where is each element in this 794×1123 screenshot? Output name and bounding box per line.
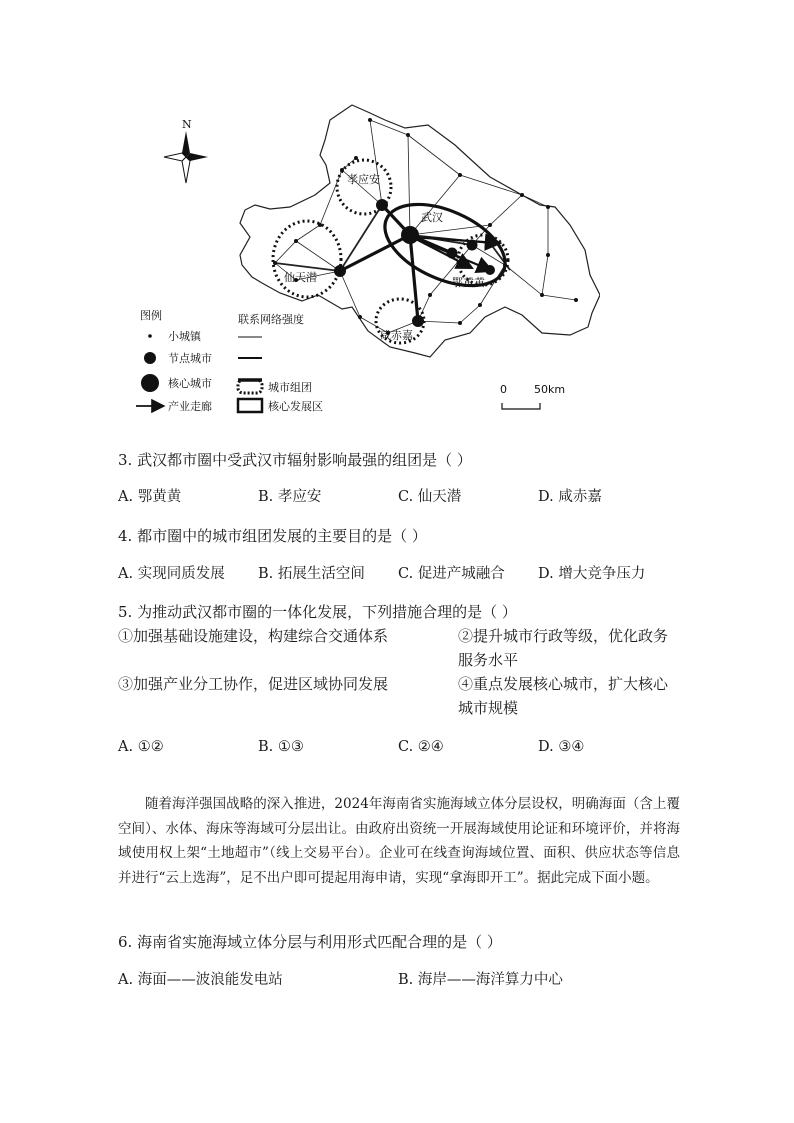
q4-option-a[interactable]: A. 实现同质发展 xyxy=(118,566,225,582)
core-city-icon xyxy=(141,374,159,392)
scale-distance: 50km xyxy=(534,383,566,396)
legend-core-city: 核心城市 xyxy=(168,377,212,390)
question-6-stem: 6. 海南省实施海域立体分层与利用形式匹配合理的是（ ） xyxy=(118,933,502,951)
core-zone-icon xyxy=(238,399,262,412)
north-label: N xyxy=(182,118,192,131)
core-development-zone xyxy=(373,188,518,302)
question-5-options xyxy=(118,735,678,759)
question-3-options xyxy=(118,485,678,509)
q5-statement-1: ①加强基础设施建设，构建综合交通体系 xyxy=(118,627,389,645)
map-figure xyxy=(130,95,600,425)
scale-bar xyxy=(500,383,565,409)
core-city-wuhan xyxy=(401,226,419,244)
legend-core-zone: 核心发展区 xyxy=(268,400,323,413)
legend-industry-corridor: 产业走廊 xyxy=(168,400,212,413)
question-4-options xyxy=(118,562,678,586)
q5-statement-4: ④重点发展核心城市，扩大核心城市规模 xyxy=(458,675,669,717)
north-arrow-icon xyxy=(164,131,208,183)
q3-option-a[interactable]: A. 鄂黄黄 xyxy=(118,489,182,505)
q5-option-b[interactable]: B. ①③ xyxy=(258,739,304,755)
label-wuhan: 武汉 xyxy=(421,211,443,224)
map-legend xyxy=(136,308,323,413)
q4-option-c[interactable]: C. 促进产城融合 xyxy=(398,566,505,582)
q6-option-a[interactable]: A. 海面——波浪能发电站 xyxy=(118,972,283,988)
q5-statements-row2 xyxy=(118,672,678,720)
legend-intensity-title: 联系网络强度 xyxy=(238,313,304,326)
q5-option-a[interactable]: A. ①② xyxy=(118,739,164,755)
label-xiantianqian: 仙天潜 xyxy=(284,271,317,284)
node-city-icon xyxy=(144,352,156,364)
q5-statement-2: ②提升城市行政等级，优化政务服务水平 xyxy=(458,627,669,669)
legend-title: 图例 xyxy=(140,309,162,322)
question-3-stem: 3. 武汉都市圈中受武汉市辐射影响最强的组团是（ ） xyxy=(118,451,472,469)
q5-statements-row1 xyxy=(118,624,678,672)
question-4-stem: 4. 都市圈中的城市组团发展的主要目的是（ ） xyxy=(118,527,427,545)
q4-option-d[interactable]: D. 增大竞争压力 xyxy=(538,566,646,582)
legend-small-town: 小城镇 xyxy=(168,330,201,343)
legend-node-city: 节点城市 xyxy=(168,352,212,365)
q3-option-b[interactable]: B. 孝应安 xyxy=(258,489,322,505)
label-xianchijia: 咸赤嘉 xyxy=(380,329,413,342)
q5-option-d[interactable]: D. ③④ xyxy=(538,739,585,755)
q6-option-b[interactable]: B. 海岸——海洋算力中心 xyxy=(398,972,563,988)
question-6-options xyxy=(118,968,678,992)
city-cluster-rings xyxy=(273,160,508,343)
wuhan-metro-map xyxy=(130,95,600,425)
question-5-stem: 5. 为推动武汉都市圈的一体化发展，下列措施合理的是（ ） xyxy=(118,603,517,621)
label-xiaoyingan: 孝应安 xyxy=(347,173,380,186)
q3-option-c[interactable]: C. 仙天潜 xyxy=(398,489,462,505)
q4-option-b[interactable]: B. 拓展生活空间 xyxy=(258,566,365,582)
small-town-icon xyxy=(148,334,152,338)
q5-statement-3: ③加强产业分工协作，促进区域协同发展 xyxy=(118,675,389,693)
small-towns xyxy=(273,118,578,335)
q5-option-c[interactable]: C. ②④ xyxy=(398,739,444,755)
cluster-ring-icon xyxy=(238,380,262,393)
reading-passage: 随着海洋强国战略的深入推进，2024年海南省实施海域立体分层设权，明确海面（含上覆空间）、水体、海床等海域可分层出让。由政府出资统一开展海域使用论证和环境评价，并将海域使用权上架“土地超市”（线上交易平台）。企业可在线查询海域位置、面积、供应状态等信息并进行“云上选海”，足不出户即可提起用海申请，实现“拿海即开工”。据此完成下面小题。 xyxy=(118,796,680,886)
scale-zero: 0 xyxy=(500,383,507,396)
q3-option-d[interactable]: D. 咸赤嘉 xyxy=(538,489,602,505)
legend-city-cluster: 城市组团 xyxy=(268,381,312,394)
label-ehuanghuang: 鄂黄黄 xyxy=(452,276,485,289)
